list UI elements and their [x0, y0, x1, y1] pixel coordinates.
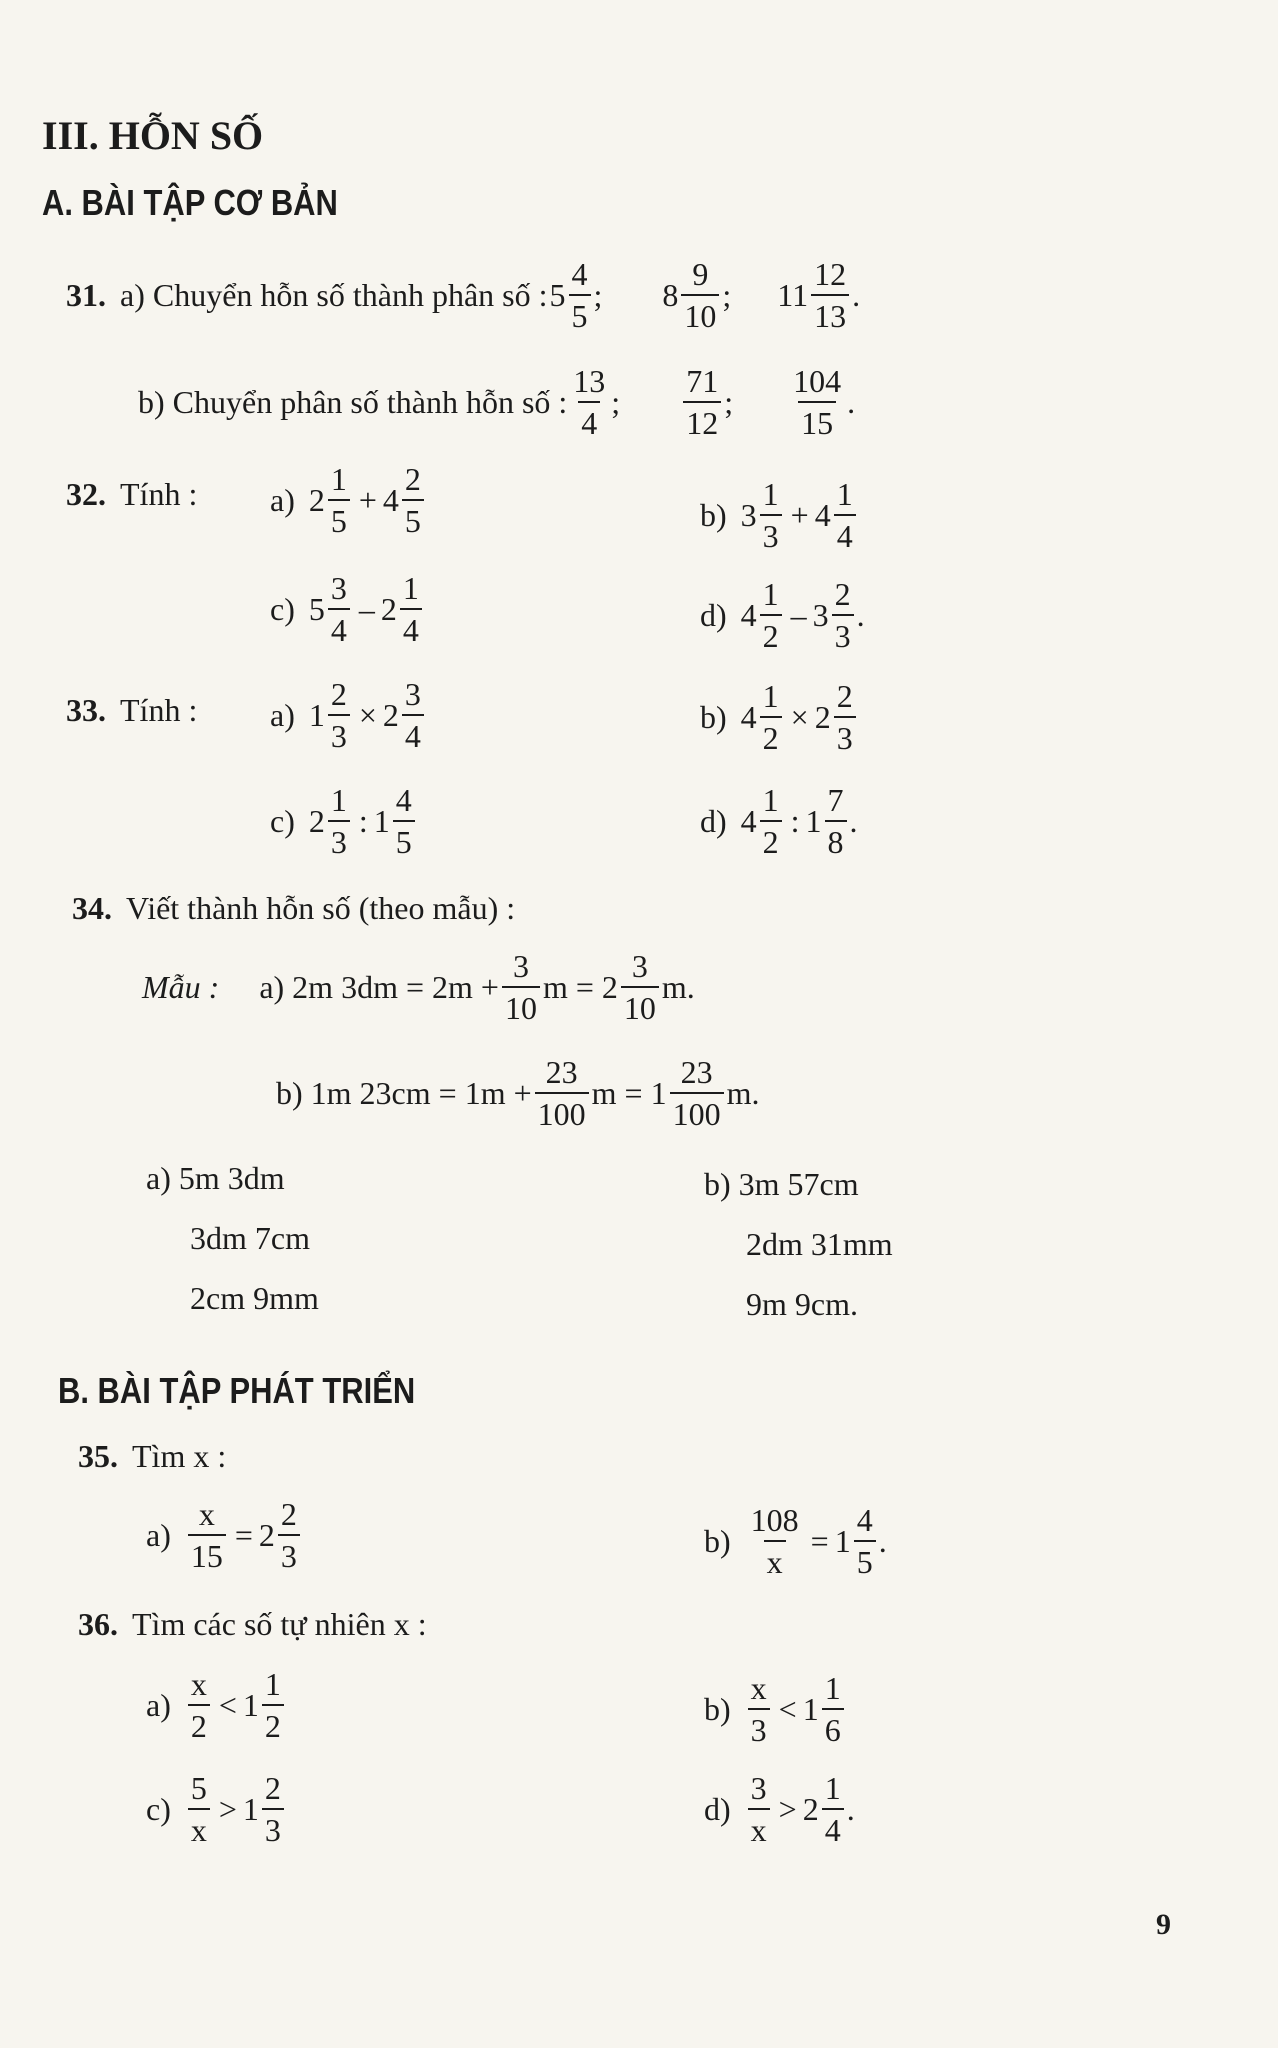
problem-33d: d) 4 $\frac{1}{2}$ : 1 $\frac{7}{8}$ . [700, 782, 858, 860]
problem-36a: a) $\frac{x}{2}$ < 1 $\frac{1}{2}$ [146, 1668, 287, 1742]
problem-34-item: 2cm 9mm [190, 1280, 319, 1316]
mixed-number: 5 $\frac{4}{5}$ ; [549, 256, 603, 334]
problem-36-title: 36. Tìm các số tự nhiên x : [78, 1606, 427, 1642]
problem-34-item: 2dm 31mm [746, 1226, 893, 1262]
problem-31a [66, 258, 860, 332]
page-number: 9 [1156, 1908, 1171, 1941]
problem-34-example-a: Mẫu : a) 2m 3dm = 2m + $\frac{3}{10}$ m = 2 $\frac{3}{10}$ m. [142, 948, 695, 1026]
problem-33-label: 33. Tính : [66, 692, 198, 728]
problem-35-title: 35. Tìm x : [78, 1438, 227, 1474]
problem-32d: d) 4 $\frac{1}{2}$ – 3 $\frac{2}{3}$ . [700, 576, 865, 654]
fraction: $\frac{104}{15}$ . [793, 363, 856, 441]
fraction: $\frac{13}{4}$ ; [573, 363, 621, 441]
problem-35b: b) $\frac{108}{x}$ = 1 $\frac{4}{5}$ . [704, 1502, 887, 1580]
part-a-heading: A. BÀI TẬP CƠ BẢN [42, 182, 338, 223]
problem-34-example-b: b) 1m 23cm = 1m + $\frac{23}{100}$ m = 1 $\frac{23}{100}$ m. [276, 1054, 760, 1132]
section-title: III. HỖN SỐ [42, 113, 264, 158]
problem-34-title: 34. Viết thành hỗn số (theo mẫu) : [72, 890, 516, 926]
problem-34-item: 3dm 7cm [190, 1220, 310, 1256]
problem-31a-text: a) Chuyển hỗn số thành phân số : [120, 277, 548, 313]
problem-33c: c) 2 $\frac{1}{3}$ : 1 $\frac{4}{5}$ [270, 784, 418, 858]
problem-36d: d) $\frac{3}{x}$ > 2 $\frac{1}{4}$ . [704, 1770, 855, 1848]
example-label: Mẫu : [142, 969, 220, 1005]
problem-34-item: 9m 9cm. [746, 1286, 858, 1322]
problem-33b: b) 4 $\frac{1}{2}$ × 2 $\frac{2}{3}$ [700, 680, 859, 754]
problem-32-label: 32. Tính : [66, 476, 198, 512]
mixed-number: 8 $\frac{9}{10}$ ; [662, 256, 732, 334]
problem-36c: c) $\frac{5}{x}$ > 1 $\frac{2}{3}$ [146, 1772, 287, 1846]
fraction: $\frac{71}{12}$ ; [680, 365, 733, 439]
problem-32b: b) 3 $\frac{1}{3}$ + 4 $\frac{1}{4}$ [700, 478, 859, 552]
problem-34-item: a) 5m 3dm [146, 1160, 285, 1196]
problem-31b-text: b) Chuyển phân số thành hỗn số : [138, 384, 568, 420]
problem-36b: b) $\frac{x}{3}$ < 1 $\frac{1}{6}$ [704, 1672, 847, 1746]
problem-31b [138, 365, 855, 439]
problem-32a: a) 2 $\frac{1}{5}$ + 4 $\frac{2}{5}$ [270, 463, 427, 537]
mixed-number: 11 $\frac{12}{13}$ . [777, 256, 861, 334]
part-b-heading: B. BÀI TẬP PHÁT TRIỂN [58, 1370, 416, 1411]
problem-35a: a) $\frac{x}{15}$ = 2 $\frac{2}{3}$ [146, 1498, 303, 1572]
problem-32c: c) 5 $\frac{3}{4}$ – 2 $\frac{1}{4}$ [270, 572, 425, 646]
problem-number: 31. [66, 277, 106, 313]
problem-34-item: b) 3m 57cm [704, 1166, 859, 1202]
problem-33a: a) 1 $\frac{2}{3}$ × 2 $\frac{3}{4}$ [270, 678, 427, 752]
